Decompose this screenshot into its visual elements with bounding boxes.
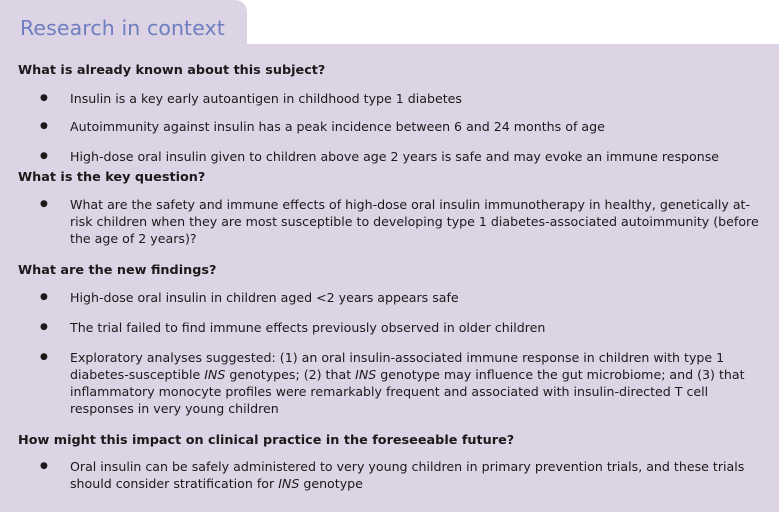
text-fragment: genotype	[299, 476, 363, 491]
list-item-text: High-dose oral insulin in children aged <2 years appears safe	[70, 290, 459, 305]
gene-name: INS	[278, 476, 300, 491]
bullet-icon: ●	[40, 322, 48, 332]
bullet-icon: ●	[40, 461, 48, 471]
text-fragment: genotypes; (2) that	[225, 367, 356, 382]
list-item-text	[70, 458, 760, 492]
research-in-context-panel	[0, 44, 779, 512]
list-item-text: High-dose oral insulin given to children above age 2 years is safe and may evoke an immune response	[70, 149, 720, 164]
text-fragment: Oral insulin can be safely administered to very young children in primary prevention trials, and these trials should consider stratification for	[70, 459, 745, 491]
section-heading-clinical-practice: How might this impact on clinical practice in the foreseeable future?	[18, 433, 515, 448]
bullet-icon: ●	[40, 352, 48, 362]
list-item-text: Insulin is a key early autoantigen in childhood type 1 diabetes	[70, 91, 462, 106]
bullet-icon: ●	[40, 121, 48, 131]
box-title: Research in context	[20, 16, 225, 40]
text-fragment: Exploratory analyses suggested: (1) an oral insulin-associated immune response in children with type 1 diabetes-susceptible	[70, 350, 725, 382]
section-heading-new-findings: What are the new findings?	[18, 263, 217, 278]
section-heading-known: What is already known about this subject?	[18, 63, 326, 78]
list-item-text	[70, 349, 760, 417]
gene-name: INS	[204, 367, 226, 382]
bullet-icon: ●	[40, 93, 48, 103]
bullet-icon: ●	[40, 292, 48, 302]
text-fragment: genotype may influence the gut microbiome; and (3) that inflammatory monocyte profiles were remarkably frequent and associated with insulin-directed T cell responses in very young children	[70, 367, 745, 416]
bullet-icon: ●	[40, 151, 48, 161]
bullet-icon: ●	[40, 199, 48, 209]
list-item-text: Autoimmunity against insulin has a peak incidence between 6 and 24 months of age	[70, 119, 605, 134]
box-title-tab	[0, 0, 247, 44]
section-heading-key-question: What is the key question?	[18, 170, 206, 185]
gene-name: INS	[355, 367, 377, 382]
list-item-text: What are the safety and immune effects of high-dose oral insulin immunotherapy in healthy, genetically at-risk children when they are most susceptible to developing type 1 diabetes-associated autoimmunity (before the age of 2 years)?	[70, 197, 759, 246]
list-item-text: The trial failed to find immune effects previously observed in older children	[70, 320, 546, 335]
